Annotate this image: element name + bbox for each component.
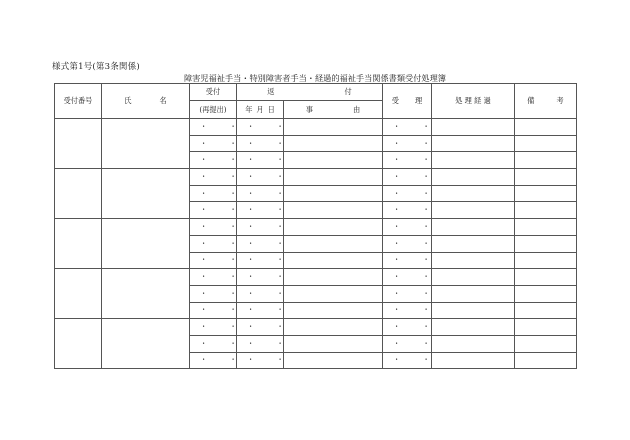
reason-cell[interactable] bbox=[284, 252, 383, 269]
col-return-b: 付 bbox=[344, 87, 352, 96]
acceptance-date-cell[interactable] bbox=[383, 219, 440, 236]
date-placeholder: ・ ・ bbox=[200, 355, 247, 365]
return-date-cell[interactable] bbox=[237, 335, 294, 352]
date-placeholder: ・ ・ bbox=[247, 155, 294, 165]
date-placeholder: ・ ・ bbox=[200, 238, 247, 248]
acceptance-date-cell[interactable] bbox=[383, 269, 440, 286]
reason-cell[interactable] bbox=[284, 135, 383, 152]
receipt-date-cell[interactable] bbox=[190, 252, 247, 269]
processing-cell[interactable] bbox=[432, 219, 515, 236]
return-date-cell[interactable] bbox=[237, 169, 294, 186]
reason-cell[interactable] bbox=[284, 219, 383, 236]
name-cell[interactable] bbox=[102, 119, 190, 169]
col-remarks-b: 考 bbox=[556, 96, 564, 105]
return-date-cell[interactable] bbox=[237, 319, 294, 336]
date-placeholder: ・ ・ bbox=[247, 305, 294, 315]
reason-cell[interactable] bbox=[284, 302, 383, 319]
return-date-cell[interactable] bbox=[237, 202, 294, 219]
date-placeholder: ・ ・ bbox=[200, 305, 247, 315]
date-placeholder: ・ ・ bbox=[200, 121, 247, 131]
col-remarks bbox=[515, 84, 577, 119]
date-placeholder: ・ ・ bbox=[393, 121, 440, 131]
return-date-cell[interactable] bbox=[237, 252, 294, 269]
remarks-cell[interactable] bbox=[515, 219, 577, 236]
return-date-cell[interactable] bbox=[237, 235, 294, 252]
date-placeholder: ・ ・ bbox=[247, 338, 294, 348]
reason-cell[interactable] bbox=[284, 235, 383, 252]
reason-cell[interactable] bbox=[284, 335, 383, 352]
receipt-number-cell[interactable] bbox=[55, 169, 102, 219]
receipt-date-cell[interactable] bbox=[190, 235, 247, 252]
acceptance-date-cell[interactable] bbox=[383, 252, 440, 269]
col-reason bbox=[284, 101, 383, 119]
receipt-date-cell[interactable] bbox=[190, 302, 247, 319]
name-cell[interactable] bbox=[102, 319, 190, 369]
receipt-number-cell[interactable] bbox=[55, 319, 102, 369]
date-placeholder: ・ ・ bbox=[200, 205, 247, 215]
date-placeholder: ・ ・ bbox=[200, 288, 247, 298]
table-row bbox=[55, 269, 577, 286]
ledger-body bbox=[55, 119, 577, 369]
date-placeholder: ・ ・ bbox=[200, 188, 247, 198]
processing-cell[interactable] bbox=[432, 269, 515, 286]
reason-cell[interactable] bbox=[284, 185, 383, 202]
col-date-y: 年 bbox=[245, 104, 253, 114]
acceptance-date-cell[interactable] bbox=[383, 235, 440, 252]
date-placeholder: ・ ・ bbox=[247, 288, 294, 298]
receipt-date-cell[interactable] bbox=[190, 269, 247, 286]
date-placeholder: ・ ・ bbox=[393, 188, 440, 198]
receipt-number-cell[interactable] bbox=[55, 119, 102, 169]
receipt-date-cell[interactable] bbox=[190, 135, 247, 152]
reason-cell[interactable] bbox=[284, 152, 383, 169]
table-row bbox=[55, 119, 577, 136]
acceptance-date-cell[interactable] bbox=[383, 302, 440, 319]
col-return-a: 返 bbox=[267, 87, 275, 96]
date-placeholder: ・ ・ bbox=[247, 221, 294, 231]
return-date-cell[interactable] bbox=[237, 152, 294, 169]
acceptance-date-cell[interactable] bbox=[383, 119, 440, 136]
date-placeholder: ・ ・ bbox=[393, 171, 440, 181]
acceptance-date-cell[interactable] bbox=[383, 335, 440, 352]
receipt-number-cell[interactable] bbox=[55, 219, 102, 269]
date-placeholder: ・ ・ bbox=[200, 171, 247, 181]
receipt-date-cell[interactable] bbox=[190, 169, 247, 186]
date-placeholder: ・ ・ bbox=[247, 138, 294, 148]
return-date-cell[interactable] bbox=[237, 185, 294, 202]
col-date-d: 日 bbox=[267, 104, 275, 114]
return-date-cell[interactable] bbox=[237, 135, 294, 152]
processing-cell[interactable] bbox=[432, 335, 515, 352]
acceptance-date-cell[interactable] bbox=[383, 285, 440, 302]
col-return bbox=[237, 84, 383, 101]
date-placeholder: ・ ・ bbox=[393, 205, 440, 215]
date-placeholder: ・ ・ bbox=[393, 338, 440, 348]
remarks-cell[interactable] bbox=[515, 335, 577, 352]
col-reason-b: 由 bbox=[353, 104, 361, 114]
col-date-m: 月 bbox=[256, 104, 264, 114]
date-placeholder: ・ ・ bbox=[247, 171, 294, 181]
return-date-cell[interactable] bbox=[237, 302, 294, 319]
date-placeholder: ・ ・ bbox=[393, 272, 440, 282]
reason-cell[interactable] bbox=[284, 119, 383, 136]
date-placeholder: ・ ・ bbox=[200, 322, 247, 332]
date-placeholder: ・ ・ bbox=[393, 138, 440, 148]
return-date-cell[interactable] bbox=[237, 269, 294, 286]
col-processing: 処 理 経 過 bbox=[432, 84, 515, 119]
remarks-cell[interactable] bbox=[515, 152, 577, 169]
col-name bbox=[102, 84, 190, 119]
processing-cell[interactable] bbox=[432, 285, 515, 302]
date-placeholder: ・ ・ bbox=[247, 205, 294, 215]
date-placeholder: ・ ・ bbox=[393, 238, 440, 248]
acceptance-date-cell[interactable] bbox=[383, 135, 440, 152]
remarks-cell[interactable] bbox=[515, 352, 577, 369]
processing-cell[interactable] bbox=[432, 319, 515, 336]
acceptance-date-cell[interactable] bbox=[383, 202, 440, 219]
name-cell[interactable] bbox=[102, 169, 190, 219]
receipt-date-cell[interactable] bbox=[190, 119, 247, 136]
processing-cell[interactable] bbox=[432, 152, 515, 169]
table-row bbox=[55, 219, 577, 236]
remarks-cell[interactable] bbox=[515, 185, 577, 202]
date-placeholder: ・ ・ bbox=[393, 221, 440, 231]
remarks-cell[interactable] bbox=[515, 119, 577, 136]
acceptance-date-cell[interactable] bbox=[383, 319, 440, 336]
return-date-cell[interactable] bbox=[237, 119, 294, 136]
form-number: 様式第1号(第3条関係) bbox=[52, 62, 140, 72]
reason-cell[interactable] bbox=[284, 202, 383, 219]
receipt-ledger-table bbox=[54, 83, 577, 369]
remarks-cell[interactable] bbox=[515, 235, 577, 252]
date-placeholder: ・ ・ bbox=[393, 322, 440, 332]
date-placeholder: ・ ・ bbox=[393, 288, 440, 298]
processing-cell[interactable] bbox=[432, 252, 515, 269]
date-placeholder: ・ ・ bbox=[247, 238, 294, 248]
remarks-cell[interactable] bbox=[515, 202, 577, 219]
remarks-cell[interactable] bbox=[515, 252, 577, 269]
form-title: 障害児福祉手当・特別障害者手当・経過的福祉手当関係書類受付処理簿 bbox=[183, 73, 446, 83]
date-placeholder: ・ ・ bbox=[200, 155, 247, 165]
reason-cell[interactable] bbox=[284, 285, 383, 302]
name-cell[interactable] bbox=[102, 269, 190, 319]
col-acceptance-b: 理 bbox=[415, 96, 423, 105]
col-name-a: 氏 bbox=[124, 96, 132, 105]
col-receipt-number: 受付番号 bbox=[55, 84, 102, 119]
processing-cell[interactable] bbox=[432, 185, 515, 202]
name-cell[interactable] bbox=[102, 219, 190, 269]
reason-cell[interactable] bbox=[284, 352, 383, 369]
return-date-cell[interactable] bbox=[237, 352, 294, 369]
date-placeholder: ・ ・ bbox=[200, 272, 247, 282]
date-placeholder: ・ ・ bbox=[247, 188, 294, 198]
receipt-date-cell[interactable] bbox=[190, 202, 247, 219]
date-placeholder: ・ ・ bbox=[247, 255, 294, 265]
col-remarks-a: 備 bbox=[527, 96, 535, 105]
remarks-cell[interactable] bbox=[515, 169, 577, 186]
header-row-top bbox=[55, 84, 577, 101]
col-reason-a: 事 bbox=[305, 104, 313, 114]
receipt-date-cell[interactable] bbox=[190, 152, 247, 169]
acceptance-date-cell[interactable] bbox=[383, 152, 440, 169]
acceptance-date-cell[interactable] bbox=[383, 352, 440, 369]
date-placeholder: ・ ・ bbox=[247, 322, 294, 332]
processing-cell[interactable] bbox=[432, 119, 515, 136]
receipt-date-cell[interactable] bbox=[190, 219, 247, 236]
date-placeholder: ・ ・ bbox=[393, 305, 440, 315]
table-row bbox=[55, 169, 577, 186]
date-placeholder: ・ ・ bbox=[200, 221, 247, 231]
date-placeholder: ・ ・ bbox=[247, 355, 294, 365]
receipt-date-cell[interactable] bbox=[190, 335, 247, 352]
date-placeholder: ・ ・ bbox=[200, 338, 247, 348]
remarks-cell[interactable] bbox=[515, 269, 577, 286]
acceptance-date-cell[interactable] bbox=[383, 169, 440, 186]
reason-cell[interactable] bbox=[284, 269, 383, 286]
processing-cell[interactable] bbox=[432, 202, 515, 219]
date-placeholder: ・ ・ bbox=[200, 255, 247, 265]
receipt-date-cell[interactable] bbox=[190, 352, 247, 369]
date-placeholder: ・ ・ bbox=[393, 355, 440, 365]
return-date-cell[interactable] bbox=[237, 219, 294, 236]
remarks-cell[interactable] bbox=[515, 302, 577, 319]
receipt-date-cell[interactable] bbox=[190, 185, 247, 202]
col-name-b: 名 bbox=[159, 96, 167, 105]
date-placeholder: ・ ・ bbox=[393, 255, 440, 265]
processing-cell[interactable] bbox=[432, 235, 515, 252]
col-acceptance-a: 受 bbox=[391, 96, 399, 105]
processing-cell[interactable] bbox=[432, 352, 515, 369]
table-row bbox=[55, 319, 577, 336]
reason-cell[interactable] bbox=[284, 319, 383, 336]
processing-cell[interactable] bbox=[432, 302, 515, 319]
receipt-number-cell[interactable] bbox=[55, 269, 102, 319]
receipt-date-cell[interactable] bbox=[190, 285, 247, 302]
processing-cell[interactable] bbox=[432, 169, 515, 186]
return-date-cell[interactable] bbox=[237, 285, 294, 302]
date-placeholder: ・ ・ bbox=[247, 272, 294, 282]
col-date bbox=[237, 101, 284, 119]
col-resubmission: (再提出) bbox=[190, 101, 237, 119]
date-placeholder: ・ ・ bbox=[200, 138, 247, 148]
receipt-date-cell[interactable] bbox=[190, 319, 247, 336]
reason-cell[interactable] bbox=[284, 169, 383, 186]
date-placeholder: ・ ・ bbox=[247, 121, 294, 131]
remarks-cell[interactable] bbox=[515, 285, 577, 302]
remarks-cell[interactable] bbox=[515, 319, 577, 336]
acceptance-date-cell[interactable] bbox=[383, 185, 440, 202]
col-receipt: 受付 bbox=[190, 84, 237, 101]
date-placeholder: ・ ・ bbox=[393, 155, 440, 165]
processing-cell[interactable] bbox=[432, 135, 515, 152]
col-acceptance bbox=[383, 84, 432, 119]
remarks-cell[interactable] bbox=[515, 135, 577, 152]
